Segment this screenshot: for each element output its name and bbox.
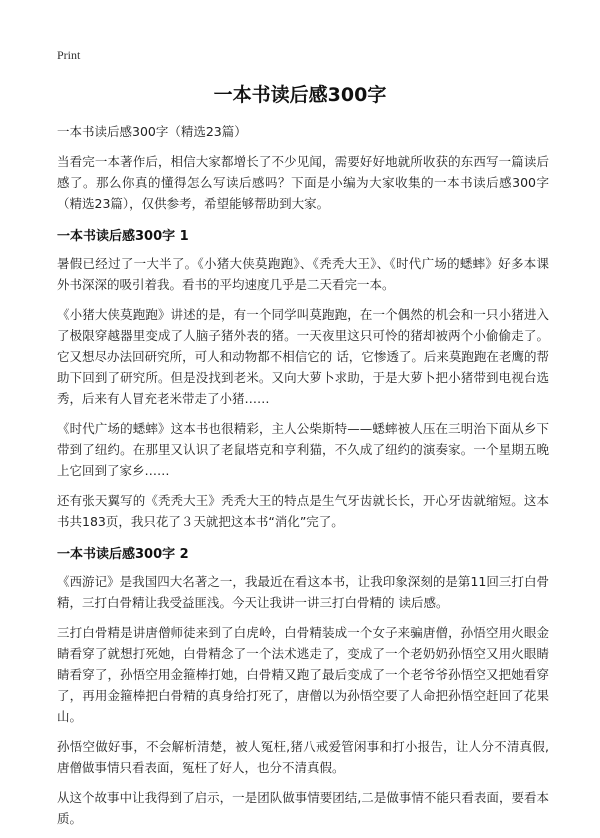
section-heading-1: 一本书读后感300字 1 [57,229,189,244]
article-intro: 当看完一本著作后，相信大家都增长了不少见闻，需要好好地就所收获的东西写一篇读后感了。那么你真的懂得怎么写读后感吗？下面是小编为大家收集的一本书读后感300字（精选23篇），仅供参考，希望能够帮助到大家。 [57,154,549,211]
page-title: 一本书读后感300字 [213,84,387,106]
paragraph: 三打白骨精是讲唐僧师徒来到了白虎岭，白骨精装成一个女子来骗唐僧，孙悟空用火眼金睛看穿了就想打死她，白骨精念了一个法术逃走了，变成了一个老奶奶孙悟空又用火眼睛睛看穿了，孙悟空用金箍棒打她，白骨精又跑了最后变成了一个老爷爷孙悟空又把她看穿了，再用金箍棒把白骨精的真身给打死了，唐僧以为孙悟空要了人命把孙悟空赶回了花果山。 [57,625,549,724]
section-heading-2: 一本书读后感300字 2 [57,547,189,562]
paragraph: 《西游记》是我国四大名著之一，我最近在看这本书，让我印象深刻的是第11回三打白骨精，三打白骨精让我受益匪浅。今天让我讲一讲三打白骨精的 读后感。 [57,574,549,610]
paragraph: 暑假已经过了一大半了。《小猪大侠莫跑跑》、《秃秃大王》、《时代广场的蟋蟀》好多本课外书深深的吸引着我。看书的平均速度几乎是二天看完一本。 [57,256,549,292]
paragraph: 还有张天翼写的《秃秃大王》秃秃大王的特点是生气牙齿就长长，开心牙齿就缩短。这本书共183页，我只花了３天就把这本书“消化”完了。 [57,493,549,529]
article-subtitle: 一本书读后感300字（精选23篇） [57,124,247,139]
paragraph: 《小猪大侠莫跑跑》讲述的是，有一个同学叫莫跑跑，在一个偶然的机会和一只小猪进入了极限穿越器里变成了人脑子猪外表的猪。一天夜里这只可怜的猪却被两个小偷偷走了。它又想尽办法回研究所，可人和动物都不相信它的 话，它惨透了。后来莫跑跑在老鹰的帮助下回到了研究所。但是没找到老米。又向大萝卜求助，于是大萝卜把小猪带到电视台选秀，后来有人冒充老米带走了小猪…… [57,307,549,406]
article-body [57,121,549,838]
paragraph: 从这个故事中让我得到了启示，一是团队做事情要团结,二是做事情不能只看表面，要看本质。 [57,790,549,826]
paragraph: 孙悟空做好事，不会解析清楚，被人冤枉,猪八戒爱管闲事和打小报告，让人分不清真假,唐僧做事情只看表面，冤枉了好人，也分不清真假。 [57,739,549,775]
print-link[interactable]: Print [57,48,81,62]
paragraph: 《时代广场的蟋蟀》这本书也很精彩，主人公柴斯特——蟋蟀被人压在三明治下面从乡下带到了纽约。在那里又认识了老鼠塔克和亨利猫，不久成了纽约的演奏家。一个星期五晚上它回到了家乡…… [57,421,549,478]
